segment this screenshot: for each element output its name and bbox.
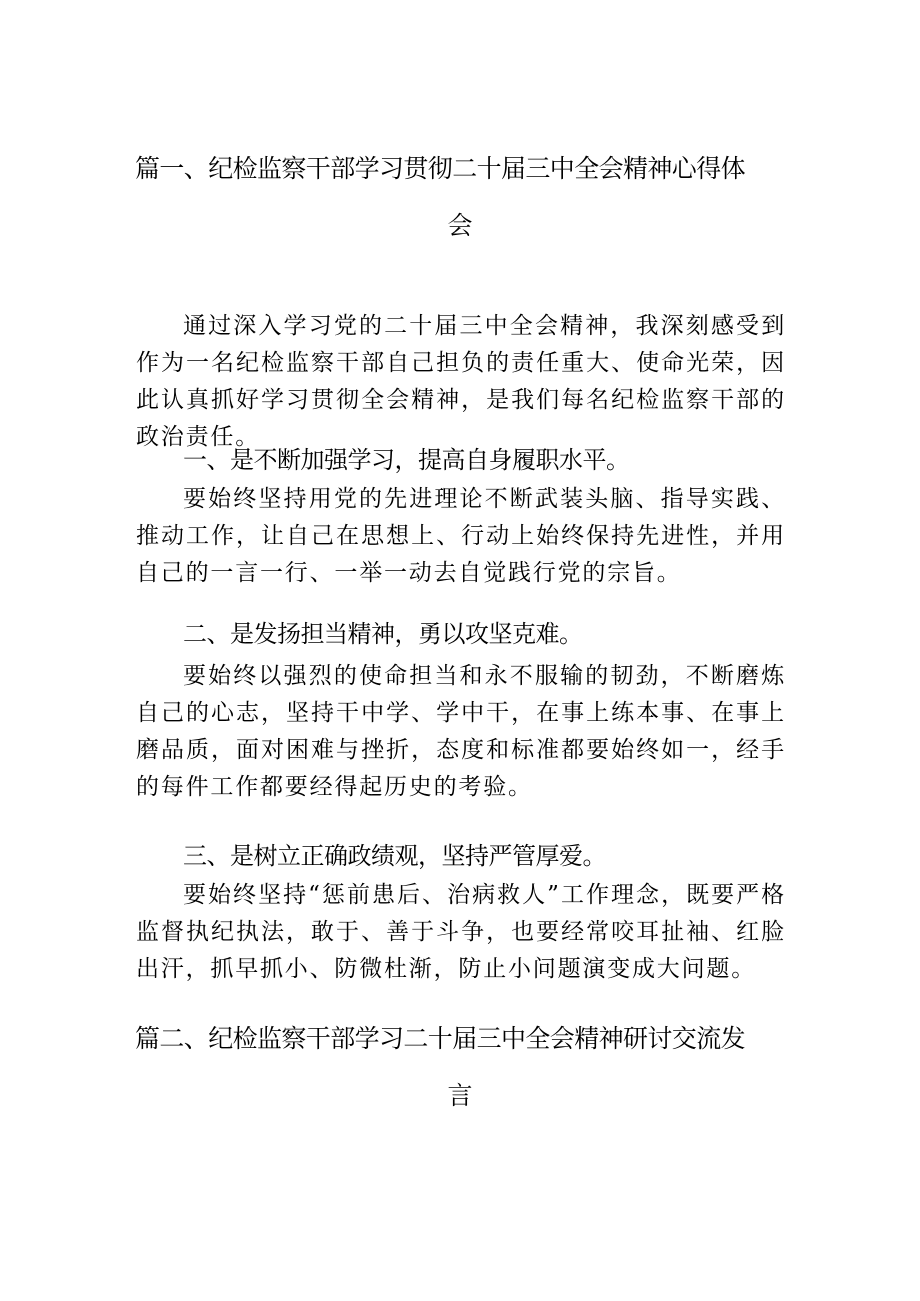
article-title-2-continued: 言 <box>447 1081 473 1110</box>
section-paragraph-1: 要始终坚持用党的先进理论不断武装头脑、指导实践、推动工作，让自己在思想上、行动上始终保持先进性，并用自己的一言一行、一举一动去自觉践行党的宗旨。 <box>136 486 786 586</box>
section-heading-2: 二、是发扬担当精神，勇以攻坚克难。 <box>183 620 583 648</box>
intro-paragraph: 通过深入学习党的二十届三中全会精神，我深刻感受到作为一名纪检监察干部自己担负的责任重大、使命光荣，因此认真抓好学习贯彻全会精神，是我们每名纪检监察干部的政治责任。 <box>136 313 786 450</box>
section-heading-3: 三、是树立正确政绩观，坚持严管厚爱。 <box>183 842 606 870</box>
section-heading-1: 一、是不断加强学习，提高自身履职水平。 <box>183 446 630 474</box>
article-title-2: 篇二、纪检监察干部学习二十届三中全会精神研讨交流发 <box>135 1024 746 1053</box>
section-paragraph-3: 要始终坚持“惩前患后、治病救人”工作理念，既要严格监督执纪执法，敢于、善于斗争，也要经常咬耳扯袖、红脸出汗，抓早抓小、防微杜渐，防止小问题演变成大问题。 <box>136 882 786 982</box>
article-title-1: 篇一、纪检监察干部学习贯彻二十届三中全会精神心得体 <box>135 154 746 183</box>
article-title-1-continued: 会 <box>447 211 473 240</box>
section-paragraph-2: 要始终以强烈的使命担当和永不服输的韧劲，不断磨炼自己的心志，坚持干中学、学中干，在事上练本事、在事上磨品质，面对困难与挫折，态度和标准都要始终如一，经手的每件工作都要经得起历史的考验。 <box>136 663 786 800</box>
